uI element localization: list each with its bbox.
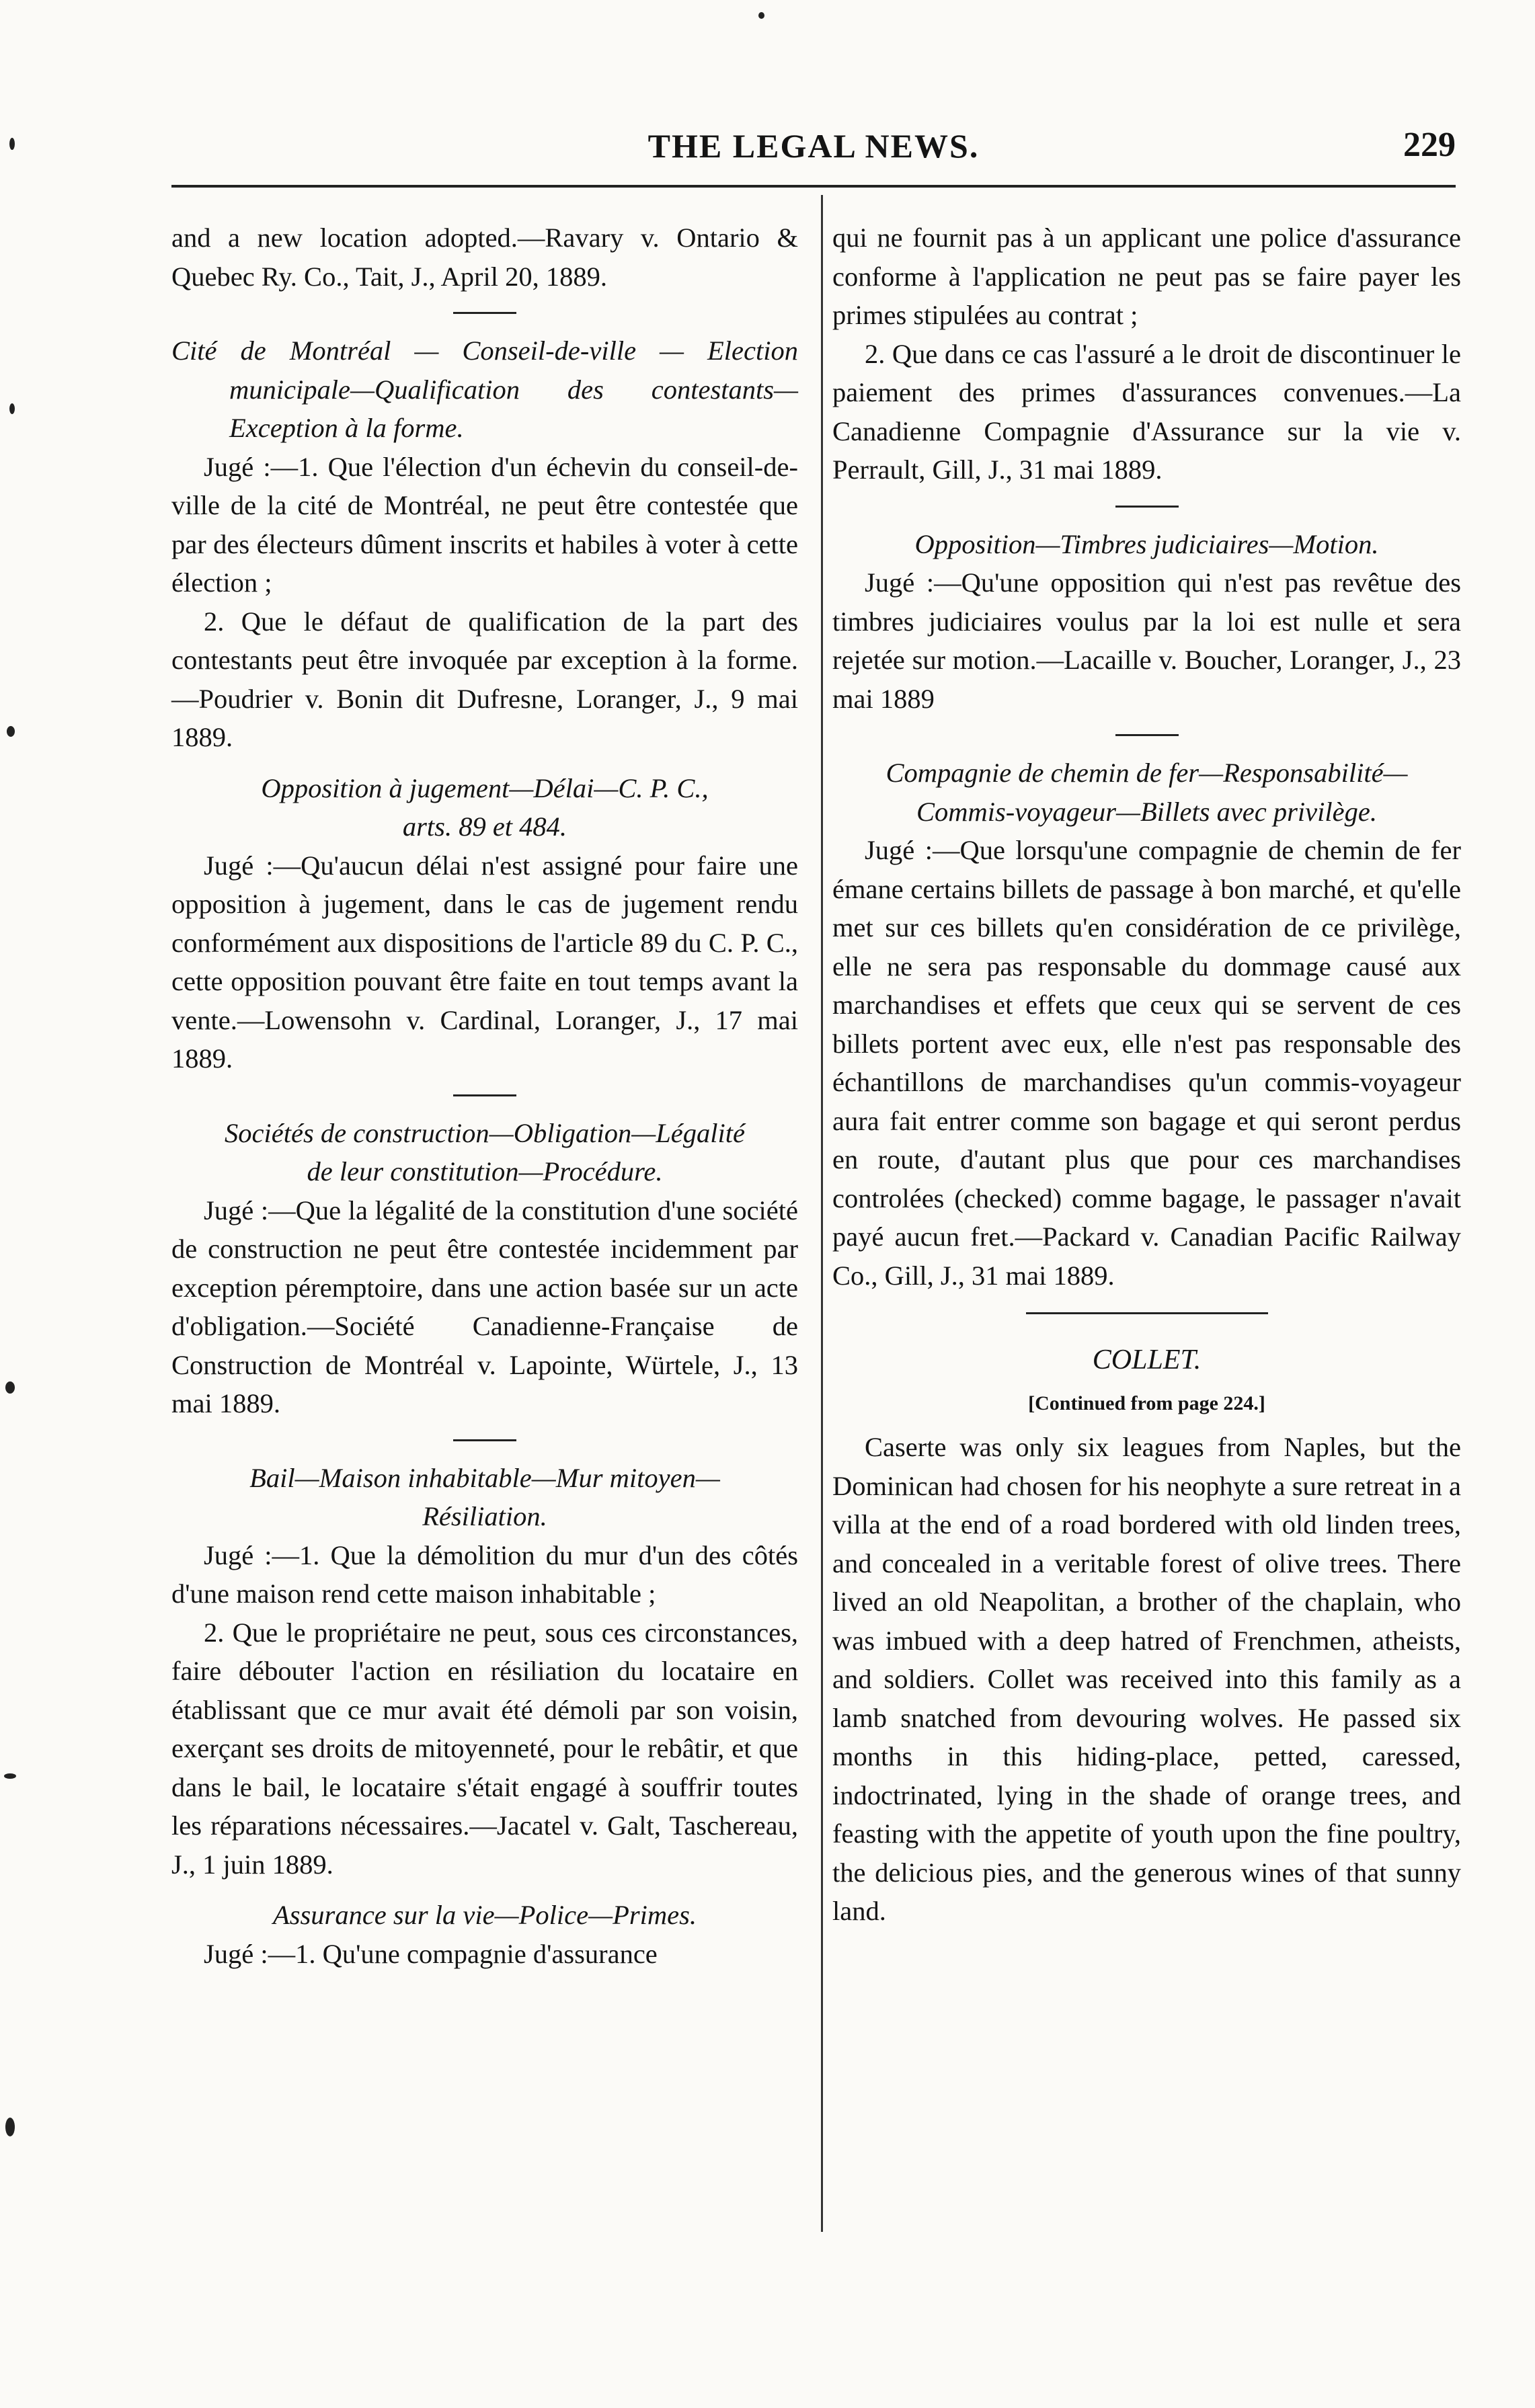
story-separator — [1026, 1312, 1268, 1314]
case-rubric: Sociétés de construction—Obligation—Légalité — [225, 1117, 745, 1148]
case-rubric: de leur constitution—Procédure. — [307, 1156, 663, 1187]
right-column — [832, 218, 1461, 1931]
scan-mark — [9, 403, 15, 414]
scan-mark — [5, 1381, 15, 1394]
running-head — [171, 120, 1456, 167]
scan-mark — [9, 138, 15, 150]
case-rubric: Commis-voyageur—Billets avec privilège. — [916, 796, 1377, 827]
case-paragraph: Jugé :—1. Qu'une compagnie d'assurance — [204, 1938, 658, 1969]
scan-mark — [758, 12, 764, 19]
case-rubric: Assurance sur la vie—Police—Primes. — [273, 1900, 697, 1930]
scan-mark — [4, 1773, 16, 1779]
story-paragraph: Caserte was only six leagues from Naples, but the Dominican had chosen for his neophyte a sure retreat in a villa at the end of a road bordered with old linden trees, and concealed in a veritable forest of olive trees. There lived an old Neapolitan, a brother of the chaplain, who was imbued with a deep hatred of Frenchmen, atheists, and soldiers. Collet was received into this family as a lamb snatched from devouring wolves. He passed six months in this hiding-place, petted, caressed, indoctrinated, lying in the shade of orange trees, and feasting with the appetite of youth upon the fine poultry, the delicious pies, and the generous wines of that sunny land. — [832, 1432, 1461, 1926]
case-paragraph: 2. Que le défaut de qualification de la part des contestants peut être invoquée par exception à la forme.—Poudrier v. Bonin dit Dufresne, Loranger, J., 9 mai 1889. — [171, 606, 798, 752]
scan-mark — [7, 726, 15, 737]
case-rubric: Cité de Montréal — Conseil-de-ville — Election municipale—Qualification des contestants—Exception à la forme. — [171, 335, 798, 443]
section-separator — [453, 1094, 516, 1096]
case-paragraph: Jugé :—Que lorsqu'une compagnie de chemin de fer émane certains billets de passage à bon marché, et qu'elle met sur ces billets qu'en considération de ce privilège, elle ne sera pas responsable du dommage causé aux marchandises et effets que ceux qui se servent de ces billets portent avec eux, elle n'est pas responsable des échantillons de marchandises qu'un commis-voyageur aura fait entrer comme son bagage et qui seront perdus en route, d'autant plus que pour ces marchandises controlées (checked) comme bagage, le passager n'avait payé aucun fret.—Packard v. Canadian Pacific Railway Co., Gill, J., 31 mai 1889. — [832, 835, 1461, 1291]
running-title: THE LEGAL NEWS. — [647, 127, 980, 165]
case-paragraph: and a new location adopted.—Ravary v. Ontario & Quebec Ry. Co., Tait, J., April 20, 1889. — [171, 223, 798, 292]
case-paragraph: Jugé :—1. Que la démolition du mur d'un des côtés d'une maison rend cette maison inhabitable ; — [171, 1539, 798, 1609]
section-separator — [453, 312, 516, 314]
column-rule — [821, 195, 823, 2232]
case-rubric: arts. 89 et 484. — [402, 811, 567, 842]
case-paragraph: Jugé :—1. Que l'élection d'un échevin du conseil-de-ville de la cité de Montréal, ne peut être contestée que par des électeurs dûment inscrits et habiles à voter à cette élection ; — [171, 451, 798, 598]
case-paragraph: Jugé :—Que la légalité de la constitution d'une société de construction ne peut être contestée incidemment par exception péremptoire, dans une action basée sur un acte d'obligation.—Société Canadienne-Française de Construction de Montréal v. Lapointe, Würtele, J., 13 mai 1889. — [171, 1195, 798, 1418]
header-rule — [171, 185, 1456, 188]
section-separator — [1115, 734, 1179, 736]
case-paragraph: Jugé :—Qu'une opposition qui n'est pas revêtue des timbres judiciaires voulus par la loi est nulle et sera rejetée sur motion.—Lacaille v. Boucher, Loranger, J., 23 mai 1889 — [832, 567, 1461, 714]
case-paragraph: Jugé :—Qu'aucun délai n'est assigné pour faire une opposition à jugement, dans le cas de jugement rendu conformément aux dispositions de l'article 89 du C. P. C., cette opposition pouvant être faite en tout temps avant la vente.—Lowensohn v. Cardinal, Loranger, J., 17 mai 1889. — [171, 850, 798, 1074]
scan-mark — [5, 2118, 15, 2136]
section-separator — [1115, 506, 1179, 508]
case-paragraph: 2. Que dans ce cas l'assuré a le droit de discontinuer le paiement des primes d'assurances convenues.—La Canadienne Compagnie d'Assurance sur la vie v. Perrault, Gill, J., 31 mai 1889. — [832, 338, 1461, 485]
case-paragraph: qui ne fournit pas à un applicant une police d'assurance conforme à l'application ne peut pas se faire payer les primes stipulées au contrat ; — [832, 223, 1461, 330]
story-title: COLLET. — [1092, 1345, 1202, 1375]
section-separator — [453, 1439, 516, 1441]
case-rubric: Bail—Maison inhabitable—Mur mitoyen— — [249, 1462, 720, 1493]
left-column — [171, 218, 798, 1973]
case-rubric: Opposition—Timbres judiciaires—Motion. — [914, 528, 1379, 559]
case-rubric: Compagnie de chemin de fer—Responsabilité— — [885, 758, 1408, 788]
page-number: 229 — [1403, 126, 1456, 164]
continued-note: [Continued from page 224.] — [1028, 1392, 1265, 1414]
case-rubric: Résiliation. — [422, 1501, 547, 1531]
case-rubric: Opposition à jugement—Délai—C. P. C., — [261, 772, 709, 803]
case-paragraph: 2. Que le propriétaire ne peut, sous ces circonstances, faire débouter l'action en résiliation du locataire en établissant que ce mur avait été démoli par son voisin, exerçant ses droits de mitoyenneté, pour le rebâtir, et que dans le bail, le locataire s'était engagé à souffrir toutes les réparations nécessaires.—Jacatel v. Galt, Taschereau, J., 1 juin 1889. — [171, 1617, 798, 1880]
